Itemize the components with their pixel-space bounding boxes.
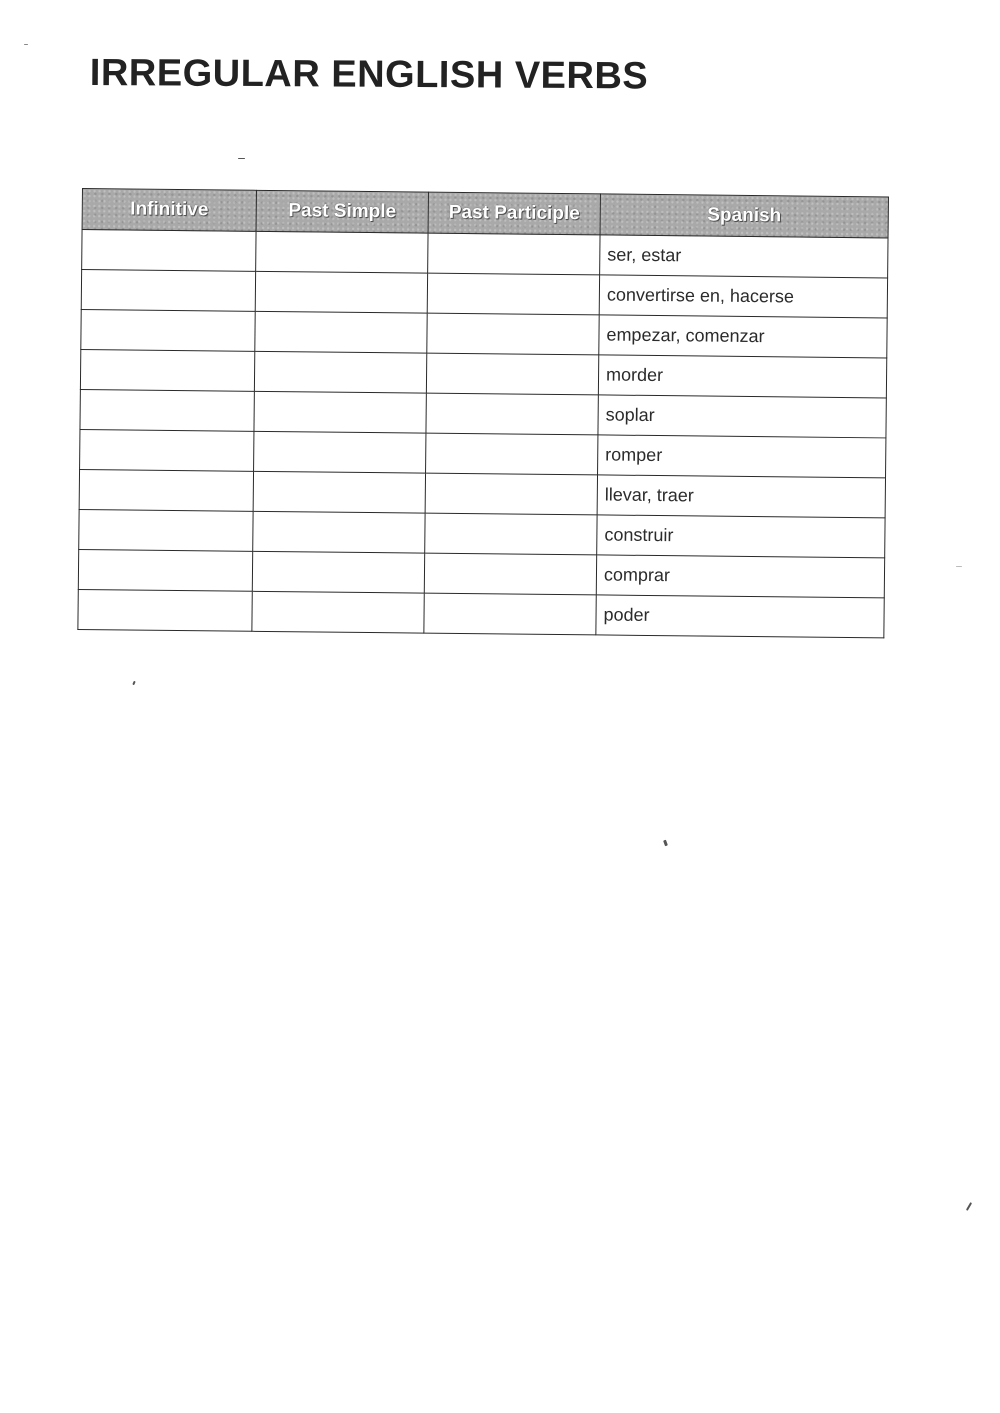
past-participle-cell[interactable] xyxy=(425,513,597,555)
spanish-cell: convertirse en, hacerse xyxy=(599,275,887,318)
infinitive-cell[interactable] xyxy=(80,349,254,391)
spanish-cell: llevar, traer xyxy=(597,475,885,518)
past-simple-cell[interactable] xyxy=(253,511,425,553)
spanish-cell: soplar xyxy=(598,395,886,438)
past-participle-cell[interactable] xyxy=(428,233,600,275)
spanish-cell: romper xyxy=(598,435,886,478)
scan-speck xyxy=(24,44,28,45)
past-participle-cell[interactable] xyxy=(424,593,596,635)
past-simple-cell[interactable] xyxy=(256,231,428,273)
past-participle-cell[interactable] xyxy=(424,553,596,595)
header-infinitive: Infinitive xyxy=(82,189,256,232)
infinitive-cell[interactable] xyxy=(80,389,254,431)
infinitive-cell[interactable] xyxy=(78,589,252,631)
infinitive-cell[interactable] xyxy=(80,429,254,471)
past-simple-cell[interactable] xyxy=(254,431,426,473)
infinitive-cell[interactable] xyxy=(79,509,253,551)
infinitive-cell[interactable] xyxy=(81,270,255,312)
spanish-cell: empezar, comenzar xyxy=(599,315,887,358)
spanish-cell: ser, estar xyxy=(600,235,888,278)
past-participle-cell[interactable] xyxy=(426,353,598,395)
past-participle-cell[interactable] xyxy=(426,433,598,475)
header-past-participle: Past Participle xyxy=(428,192,600,235)
verbs-table xyxy=(77,188,889,638)
past-participle-cell[interactable] xyxy=(427,273,599,315)
past-simple-cell[interactable] xyxy=(255,311,427,353)
scan-speck xyxy=(132,681,136,685)
past-simple-cell[interactable] xyxy=(254,351,426,393)
infinitive-cell[interactable] xyxy=(81,309,255,351)
spanish-cell: comprar xyxy=(596,555,884,598)
past-participle-cell[interactable] xyxy=(425,473,597,515)
scan-speck xyxy=(966,1202,972,1211)
page-title: IRREGULAR ENGLISH VERBS xyxy=(89,52,649,98)
header-past-simple: Past Simple xyxy=(256,190,428,233)
past-simple-cell[interactable] xyxy=(254,391,426,433)
past-participle-cell[interactable] xyxy=(426,393,598,435)
header-spanish: Spanish xyxy=(600,194,888,238)
past-simple-cell[interactable] xyxy=(252,591,424,633)
scan-speck xyxy=(663,840,668,847)
infinitive-cell[interactable] xyxy=(79,469,253,511)
table-row xyxy=(78,589,884,637)
past-simple-cell[interactable] xyxy=(255,271,427,313)
scan-speck xyxy=(956,566,962,567)
past-simple-cell[interactable] xyxy=(252,551,424,593)
verbs-table-container xyxy=(77,188,888,638)
infinitive-cell[interactable] xyxy=(78,549,252,591)
spanish-cell: construir xyxy=(597,515,885,558)
past-simple-cell[interactable] xyxy=(253,471,425,513)
scan-speck xyxy=(238,158,245,159)
infinitive-cell[interactable] xyxy=(82,230,256,272)
spanish-cell: poder xyxy=(596,595,884,638)
past-participle-cell[interactable] xyxy=(427,313,599,355)
spanish-cell: morder xyxy=(598,355,886,398)
